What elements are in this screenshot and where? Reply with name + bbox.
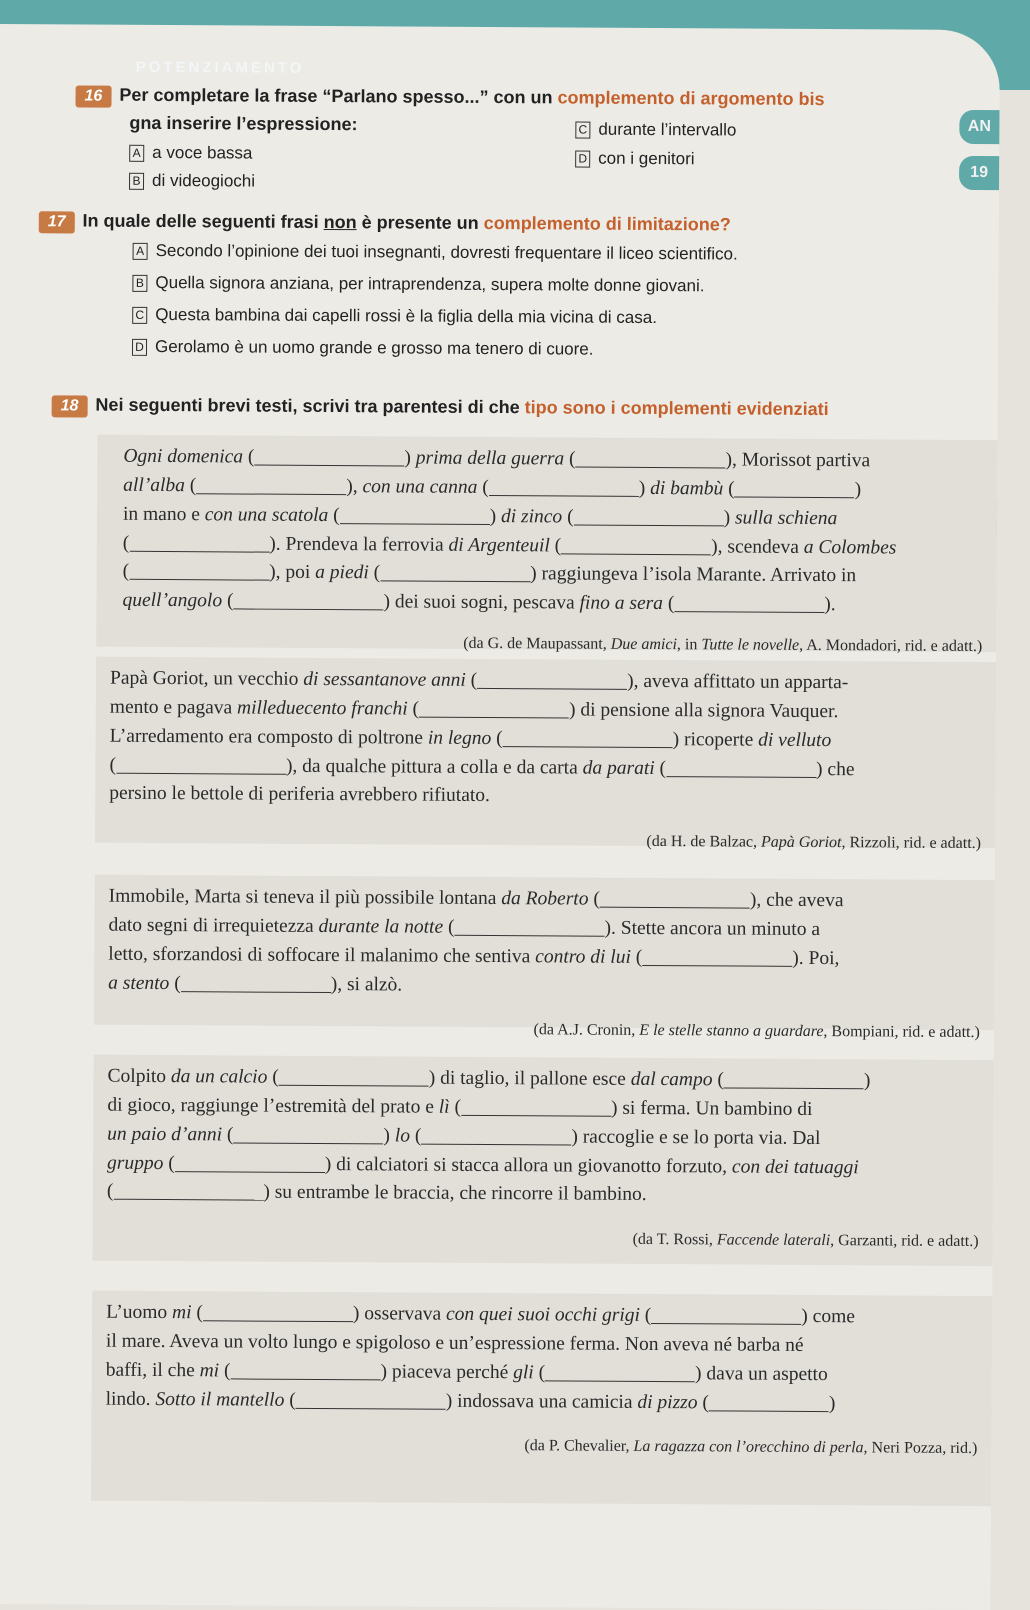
side-tab-an: AN — [959, 110, 999, 144]
text-box-5: L’uomo mi ( ) osservava con quei suoi occhi grigi ( ) come il mare. Aveva un volto lungo e spigoloso e un’espressione ferma. Non aveva né barba né baffi, il che mi ( ) piaceva perché gli ( ) dava un aspetto lindo. Sotto il mantello ( ) indossava una camicia di pizzo ( ) (da P. Chevalier, La ragazza con l’orecchino di perla, Neri Pozza, rid.) — [91, 1291, 992, 1506]
answer-blank[interactable] — [175, 1151, 325, 1172]
question-17: 17 In quale delle seguenti frasi non è presente un complemento di limitazione? — [39, 210, 731, 237]
answer-blank[interactable] — [735, 477, 855, 498]
answer-blank[interactable] — [230, 1359, 380, 1380]
question-18: 18 Nei seguenti brevi testi, scrivi tra parentesi di che tipo sono i complementi evidenziati — [52, 394, 829, 422]
text-box-2: Papà Goriot, un vecchio di sessantanove anni ( ), aveva affittato un apparta- mento e pagava milleduecento franchi ( ) di pensione alla signora Vauquer. L’arredamento era composto di poltrone in legno ( ) ricoperte di velluto ( ), da qualche pittura a colla e da carta da parati ( ) che persino le bettole di periferia avrebbero rifiutato. (da H. de Balzac, Papà Goriot, Rizzoli, rid. e adatt.) — [95, 657, 996, 848]
answer-blank[interactable] — [666, 756, 816, 777]
page — [0, 24, 1000, 1610]
text-box-3: Immobile, Marta si teneva il più possibile lontana da Roberto ( ), che aveva dato segni di irrequietezza durante la notte ( ). Stette ancora un minuto a letto, sforzandosi di soffocare il malanimo che sentiva contro di lui ( ). Poi, a stento ( ), si alzò. (da A.J. Cronin, E le stelle stanno a guardare, Bompiani, rid. e adatt.) — [94, 875, 995, 1030]
answer-blank[interactable] — [724, 1068, 864, 1089]
answer-blank[interactable] — [296, 1388, 446, 1409]
answer-blank[interactable] — [421, 1124, 571, 1145]
answer-blank[interactable] — [181, 971, 331, 992]
section-header: POTENZIAMENTO — [135, 58, 305, 77]
answer-blank[interactable] — [674, 592, 824, 613]
q17-option-b[interactable]: B Quella signora anziana, per intraprendenza, supera molte donne giovani. — [132, 273, 704, 296]
question-16: 16 Per completare la frase “Parlano spesso...” con un complemento di argomento bis — [75, 84, 824, 112]
text-box-1: Ogni domenica ( ) prima della guerra ( ), Morissot partiva all’alba ( ), con una canna ( ) di bambù ( ) in mano e con una scatola ( ) di zinco ( ) sulla schiena ( ). Prendeva la ferrovia di Argenteuil ( ), scendeva a Colombes ( ), poi a piedi ( ) raggiungeva l’isola Marante. Arrivato in quell’angolo ( ) dei suoi sogni, pescava fino a sera ( ). (da G. de Maupassant, Due amici, in Tutte le novelle, A. Mondadori, rid. e adatt.) — [96, 435, 997, 652]
q16-option-a[interactable]: A a voce bassa — [129, 143, 252, 164]
answer-blank[interactable] — [116, 753, 286, 775]
q17-option-c[interactable]: C Questa bambina dai capelli rossi è la figlia della mia vicina di casa. — [132, 305, 657, 328]
answer-blank[interactable] — [113, 1180, 263, 1201]
answer-blank[interactable] — [461, 1095, 611, 1116]
q17-option-a[interactable]: A Secondo l’opinione dei tuoi insegnanti, dovresti frequentare il liceo scientifico. — [133, 241, 738, 265]
answer-blank[interactable] — [489, 475, 639, 496]
answer-blank[interactable] — [576, 447, 726, 468]
text-box-4: Colpito da un calcio ( ) di taglio, il pallone esce dal campo ( ) di gioco, raggiunge l’estremità del prato e lì ( ) si ferma. Un bambino di un paio d’anni ( ) lo ( ) raccoglie e se lo porta via. Dal gruppo ( ) di calciatori si stacca allora un giovanotto forzuto, con dei tatuaggi ( ) su entrambe le braccia, che rincorre il bambino. (da T. Rossi, Faccende laterali, Garzanti, rid. e adatt.) — [92, 1055, 993, 1266]
answer-blank[interactable] — [129, 560, 269, 581]
q16-option-b[interactable]: B di videogiochi — [129, 171, 255, 192]
q16-option-c[interactable]: C durante l’intervallo — [575, 120, 736, 141]
answer-blank[interactable] — [203, 1301, 353, 1322]
answer-blank[interactable] — [503, 726, 673, 748]
answer-blank[interactable] — [545, 1361, 695, 1382]
q17-option-d[interactable]: D Gerolamo è un uomo grande e grosso ma tenero di cuore. — [132, 337, 594, 360]
answer-blank[interactable] — [477, 668, 627, 689]
answer-blank[interactable] — [651, 1304, 801, 1325]
answer-blank[interactable] — [380, 561, 530, 582]
answer-blank[interactable] — [709, 1390, 829, 1411]
answer-blank[interactable] — [574, 505, 724, 526]
side-tab-19: 19 — [959, 156, 999, 190]
answer-blank[interactable] — [340, 503, 490, 524]
question-16-cont: gna inserire l’espressione: — [129, 112, 358, 135]
answer-blank[interactable] — [600, 887, 750, 908]
answer-blank[interactable] — [233, 1123, 383, 1144]
answer-blank[interactable] — [129, 531, 269, 552]
answer-blank[interactable] — [454, 915, 604, 936]
answer-blank[interactable] — [419, 697, 569, 718]
answer-blank[interactable] — [254, 445, 404, 466]
answer-blank[interactable] — [233, 589, 383, 610]
answer-blank[interactable] — [642, 945, 792, 966]
answer-blank[interactable] — [279, 1065, 429, 1086]
q16-option-d[interactable]: D con i genitori — [575, 149, 695, 170]
answer-blank[interactable] — [196, 474, 346, 495]
answer-blank[interactable] — [561, 534, 711, 555]
